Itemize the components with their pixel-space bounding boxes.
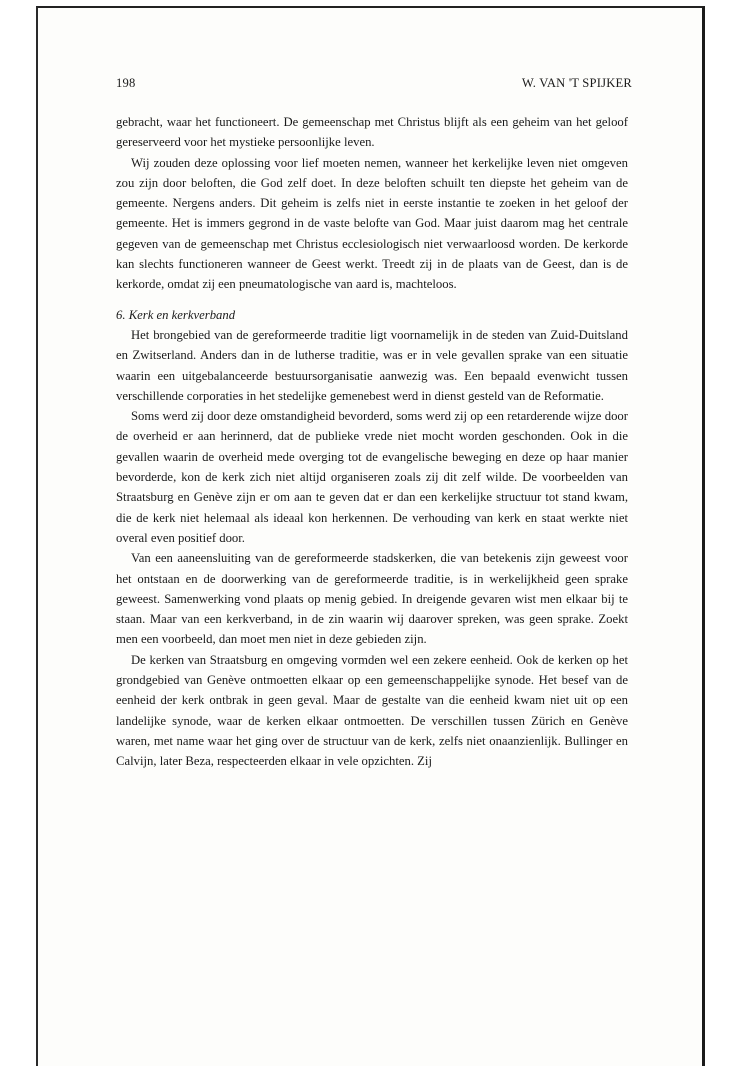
paragraph: Wij zouden deze oplossing voor lief moeten nemen, wanneer het kerkelijke leven niet omgeven zou zijn door beloften, die God zelf doet. In deze beloften schuilt ten diepste het geheim van de gemeente. Nergens anders. Dit geheim is zelfs niet in eerste instantie te zoeken in het geloof der gemeente. Het is immers gegrond in de vaste belofte van God. Maar juist daarom mag het centrale gegeven van de gemeenschap met Christus ecclesiologisch niet verwaarloosd worden. De kerkorde kan slechts functioneren wanneer de Geest werkt. Treedt zij in de plaats van de Geest, dan is de kerkorde, omdat zij een pneumatologische van aard is, machteloos.	[116, 155, 628, 292]
paragraph: Het brongebied van de gereformeerde traditie ligt voornamelijk in de steden van Zuid-Duitsland en Zwitserland. Anders dan in de lutherse traditie, was er in vele gevallen sprake van een situatie waarin een uitgebalanceerde bestuursorganisatie aanwezig was. Een bepaald evenwicht tussen verschillende corporaties in het stedelijke gemenebest werd in dienst gesteld van de Reformatie.	[116, 327, 628, 403]
paragraph: De kerken van Straatsburg en omgeving vormden wel een zekere eenheid. Ook de kerken op het grondgebied van Genève ontmoetten elkaar op een gemeenschappelijke synode. Het besef van de eenheid der kerk ontbrak in geen geval. Maar de gestalte van die eenheid kwam niet uit op een landelijke synode, waar de kerken elkaar ontmoetten. De verschillen tussen Zürich en Genève waren, met name waar het ging over de structuur van de kerk, zelfs niet onaanzienlijk. Bullinger en Calvijn, later Beza, respecteerden elkaar in vele opzichten. Zij	[116, 652, 628, 769]
section-heading: 6. Kerk en kerkverband	[116, 307, 236, 322]
page-number: 198	[116, 76, 136, 90]
running-head: W. VAN 'T SPIJKER	[521, 76, 632, 90]
book-page	[36, 6, 705, 1066]
body-text	[116, 112, 628, 772]
paragraph: Van een aaneensluiting van de gereformeerde stadskerken, die van betekenis zijn geweest voor het ontstaan en de doorwerking van de gereformeerde traditie, is in werkelijkheid geen sprake geweest. Samenwerking vond plaats op menig gebied. In dreigende gevaren wist men elkaar bij te staan. Maar van een kerkverband, in de zin waarin wij daarover spreken, was geen sprake. Zoekt men een voorbeeld, dan moet men niet in deze gebieden zijn.	[116, 551, 628, 647]
paragraph: gebracht, waar het functioneert. De gemeenschap met Christus blijft als een geheim van het geloof gereserveerd voor het mystieke persoonlijke leven.	[116, 115, 628, 150]
paragraph: Soms werd zij door deze omstandigheid bevorderd, soms werd zij op een retarderende wijze door de overheid er aan herinnerd, dat de publieke vrede niet mocht worden geschonden. Ook in die gevallen waarin de overheid mede overging tot de evangelische beweging en deze op haar manier bevorderde, kon de kerk zich niet altijd organiseren zoals zij dit zelf wilde. De voorbeelden van Straatsburg en Genève zijn er om aan te geven dat er dan een kerkelijke structuur tot stand kwam, die de kerk niet helemaal als ideaal kon herkennen. De verhouding van kerk en staat werkte niet overal even positief door.	[116, 409, 628, 545]
